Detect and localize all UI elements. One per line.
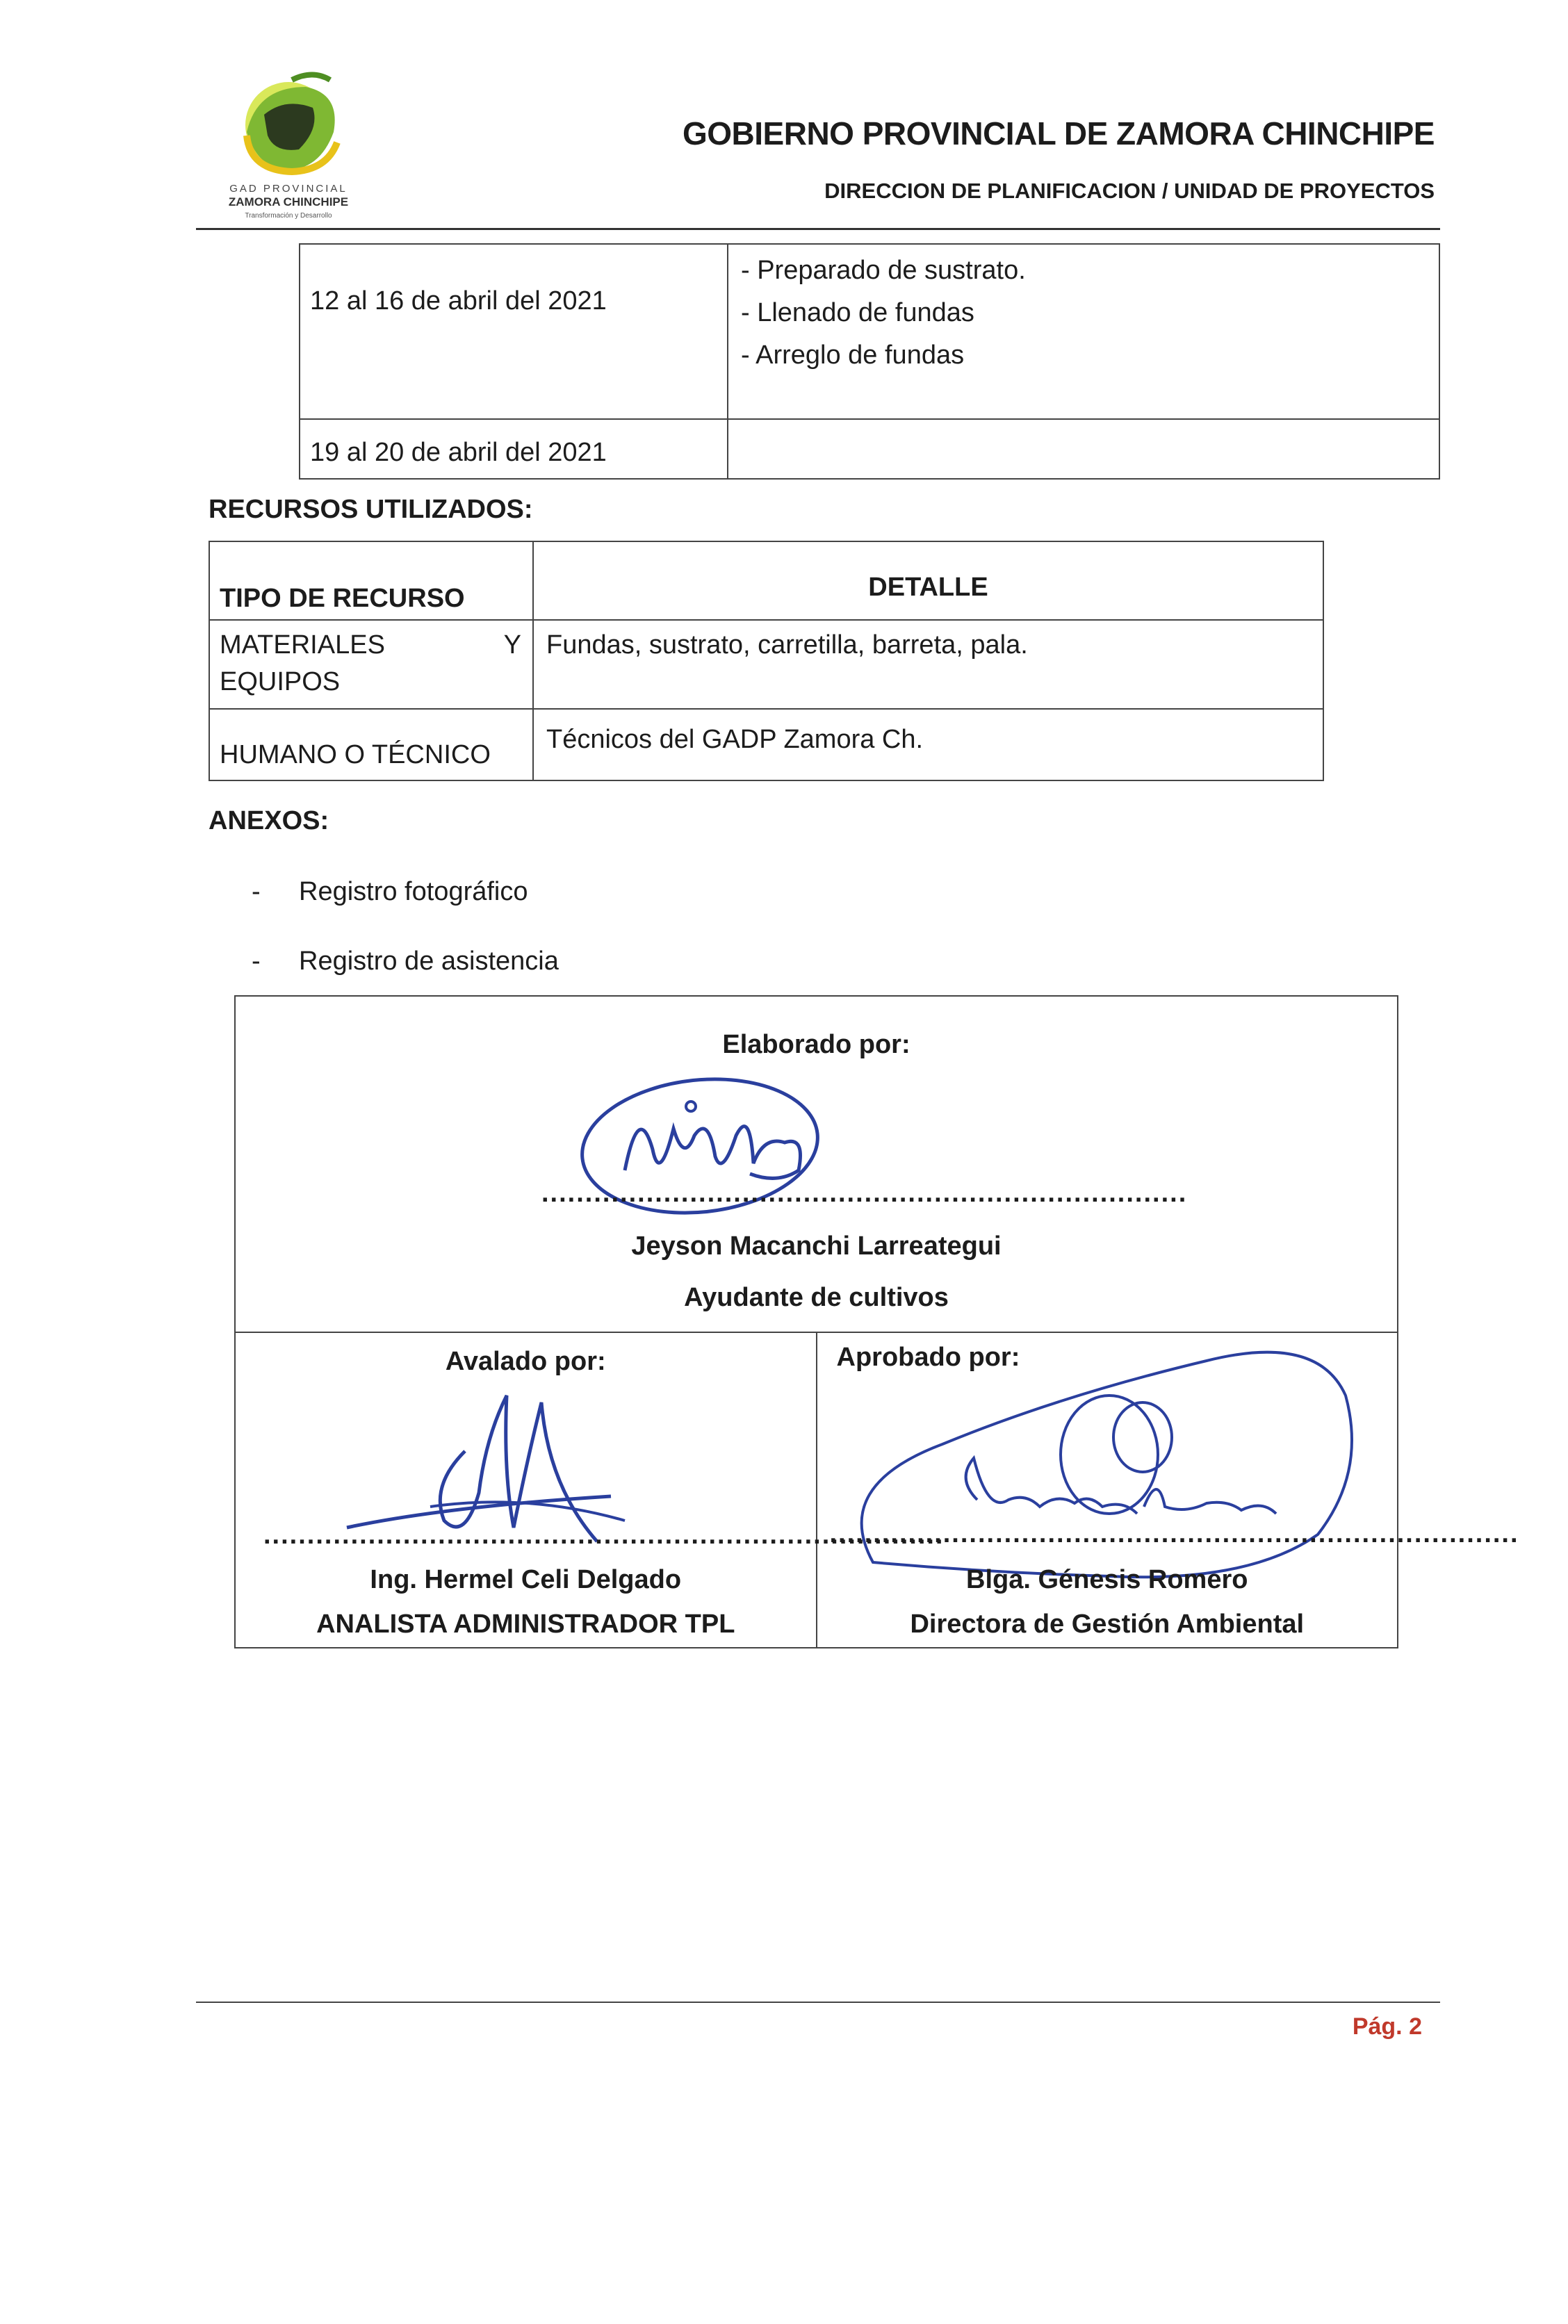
schedule-date: 12 al 16 de abril del 2021 (300, 244, 728, 419)
signature-table (234, 995, 1519, 1648)
annex-item: Registro de asistencia (299, 947, 559, 976)
table-row (209, 620, 1323, 709)
logo-emblem-icon (209, 66, 368, 184)
resource-type-conjunction: Y (503, 630, 521, 660)
resource-detail: Técnicos del GADP Zamora Ch. (533, 709, 1323, 780)
table-row (235, 996, 1398, 1332)
prepared-by-name: Jeyson Macanchi Larreategui (631, 1231, 1002, 1261)
resource-type (209, 620, 533, 709)
endorsed-by-role: ANALISTA ADMINISTRADOR TPL (316, 1610, 735, 1639)
table-row (300, 244, 1439, 419)
logo-line-3: Transformación y Desarrollo (245, 212, 332, 220)
prepared-by-role: Ayudante de cultivos (684, 1283, 949, 1312)
resource-type-line-2: EQUIPOS (220, 667, 341, 696)
endorsed-by-label: Avalado por: (445, 1347, 606, 1376)
schedule-activities (728, 244, 1439, 419)
logo-line-1: GAD PROVINCIAL (229, 183, 348, 195)
table-header-row (209, 541, 1323, 620)
header-subtitle: DIRECCION DE PLANIFICACION / UNIDAD DE PROYECTOS (824, 179, 1435, 203)
activity-item: - Preparado de sustrato. (741, 256, 1026, 285)
resource-detail: Fundas, sustrato, carretilla, barreta, pala. (533, 620, 1323, 709)
list-item (252, 877, 877, 912)
signature-line: .......................................................................... (541, 1179, 1188, 1208)
approved-by-role: Directora de Gestión Ambiental (910, 1610, 1305, 1639)
prepared-by-cell (235, 996, 1398, 1332)
resources-title: RECURSOS UTILIZADOS: (209, 495, 533, 524)
annexes-title: ANEXOS: (209, 806, 329, 835)
annex-item: Registro fotográfico (299, 877, 528, 906)
signature-line: ............................................................................... (829, 1519, 1519, 1548)
signature-line: .............................................................................. (263, 1521, 945, 1550)
activity-item: - Llenado de fundas (741, 298, 974, 327)
header-divider (196, 228, 1440, 230)
page-number: Pág. 2 (1352, 2013, 1422, 2040)
logo-line-2: ZAMORA CHINCHIPE (228, 195, 349, 208)
resources-table (209, 541, 1324, 781)
resource-type-line-1: MATERIALES (220, 630, 385, 660)
table-row (235, 1332, 1398, 1648)
resource-type: HUMANO O TÉCNICO (209, 709, 533, 780)
list-bullet: - (252, 877, 261, 906)
column-header-detail: DETALLE (533, 541, 1323, 620)
column-header-type: TIPO DE RECURSO (209, 541, 533, 620)
list-bullet: - (252, 947, 261, 976)
approved-by-name: Blga. Génesis Romero (966, 1565, 1248, 1594)
schedule-date: 19 al 20 de abril del 2021 (300, 419, 728, 479)
signature-genesis (817, 1333, 1519, 1646)
table-row (209, 709, 1323, 780)
activity-item: - Arreglo de fundas (741, 341, 965, 370)
endorsed-by-name: Ing. Hermel Celi Delgado (370, 1565, 682, 1594)
organization-logo (195, 66, 382, 233)
approved-by-label: Aprobado por: (836, 1343, 1020, 1372)
list-item (252, 947, 877, 981)
schedule-activities (728, 419, 1439, 479)
prepared-by-label: Elaborado por: (722, 1030, 910, 1059)
approved-by-cell (817, 1332, 1519, 1648)
schedule-table (299, 243, 1440, 480)
table-row (300, 419, 1439, 479)
footer-divider (196, 2002, 1440, 2003)
header-title: GOBIERNO PROVINCIAL DE ZAMORA CHINCHIPE (682, 115, 1435, 152)
